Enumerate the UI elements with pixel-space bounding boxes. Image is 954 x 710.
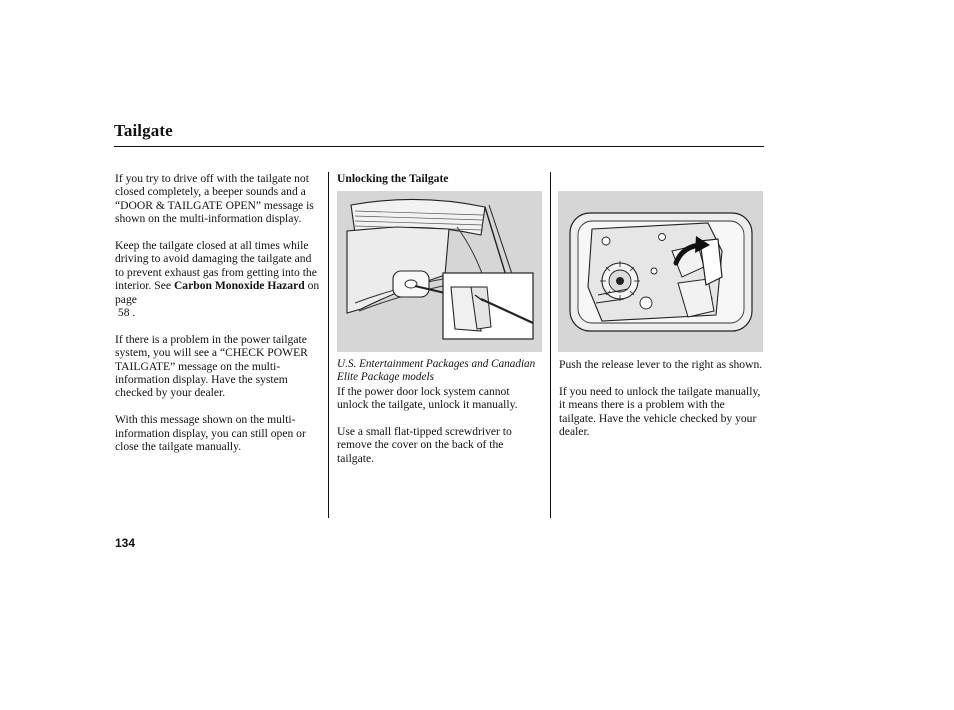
column-3 <box>559 358 763 452</box>
dealer-check-paragraph: If you need to unlock the tailgate manually, it means there is a problem with the tailgate. Have the vehicle checked by your dealer. <box>559 384 761 439</box>
tailgate-interior-diagram <box>337 191 542 352</box>
manual-operation-paragraph: With this message shown on the multi-information display, you can still open or close the tailgate manually. <box>115 413 306 454</box>
page-number: 134 <box>115 536 136 550</box>
carbon-monoxide-link[interactable]: Carbon Monoxide Hazard <box>173 279 305 293</box>
manual-unlock-paragraph: If the power door lock system cannot unlock the tailgate, unlock it manually. <box>337 384 518 412</box>
lock-mechanism-diagram <box>558 191 763 352</box>
column-1 <box>115 172 323 467</box>
screwdriver-paragraph: Use a small flat-tipped screwdriver to remove the cover on the back of the tailgate. <box>337 425 512 465</box>
column-divider-right <box>550 172 551 518</box>
column-2 <box>337 172 543 185</box>
warning-paragraph-door-open: If you try to drive off with the tailgate not closed completely, a beeper sounds and a “DOOR & TAILGATE OPEN” message is shown on the multi-information display. <box>115 172 314 226</box>
exhaust-warning-text: Keep the tailgate closed at all times while driving to avoid damaging the tailgate and to prevent exhaust gas from getting into the interior. See <box>115 239 317 293</box>
release-lever-illustration <box>558 191 763 352</box>
column-2-lower <box>337 358 543 479</box>
model-caption: U.S. Entertainment Packages and Canadian Elite Package models <box>337 358 536 384</box>
section-heading: Unlocking the Tailgate <box>337 172 449 185</box>
page-reference[interactable]: 58 . <box>117 306 136 320</box>
release-lever-paragraph: Push the release lever to the right as shown. <box>559 358 763 371</box>
on-page-text: on page <box>115 279 320 306</box>
check-power-tailgate-paragraph: If there is a problem in the power tailgate system, you will see a “CHECK POWER TAILGATE” message on the multi-information display. Have the system checked by your dealer. <box>115 332 308 400</box>
page-title: Tailgate <box>114 121 173 140</box>
title-rule <box>114 146 764 147</box>
tailgate-cover-illustration <box>337 191 542 352</box>
exhaust-warning-paragraph <box>115 239 323 319</box>
column-divider-left <box>328 172 329 518</box>
